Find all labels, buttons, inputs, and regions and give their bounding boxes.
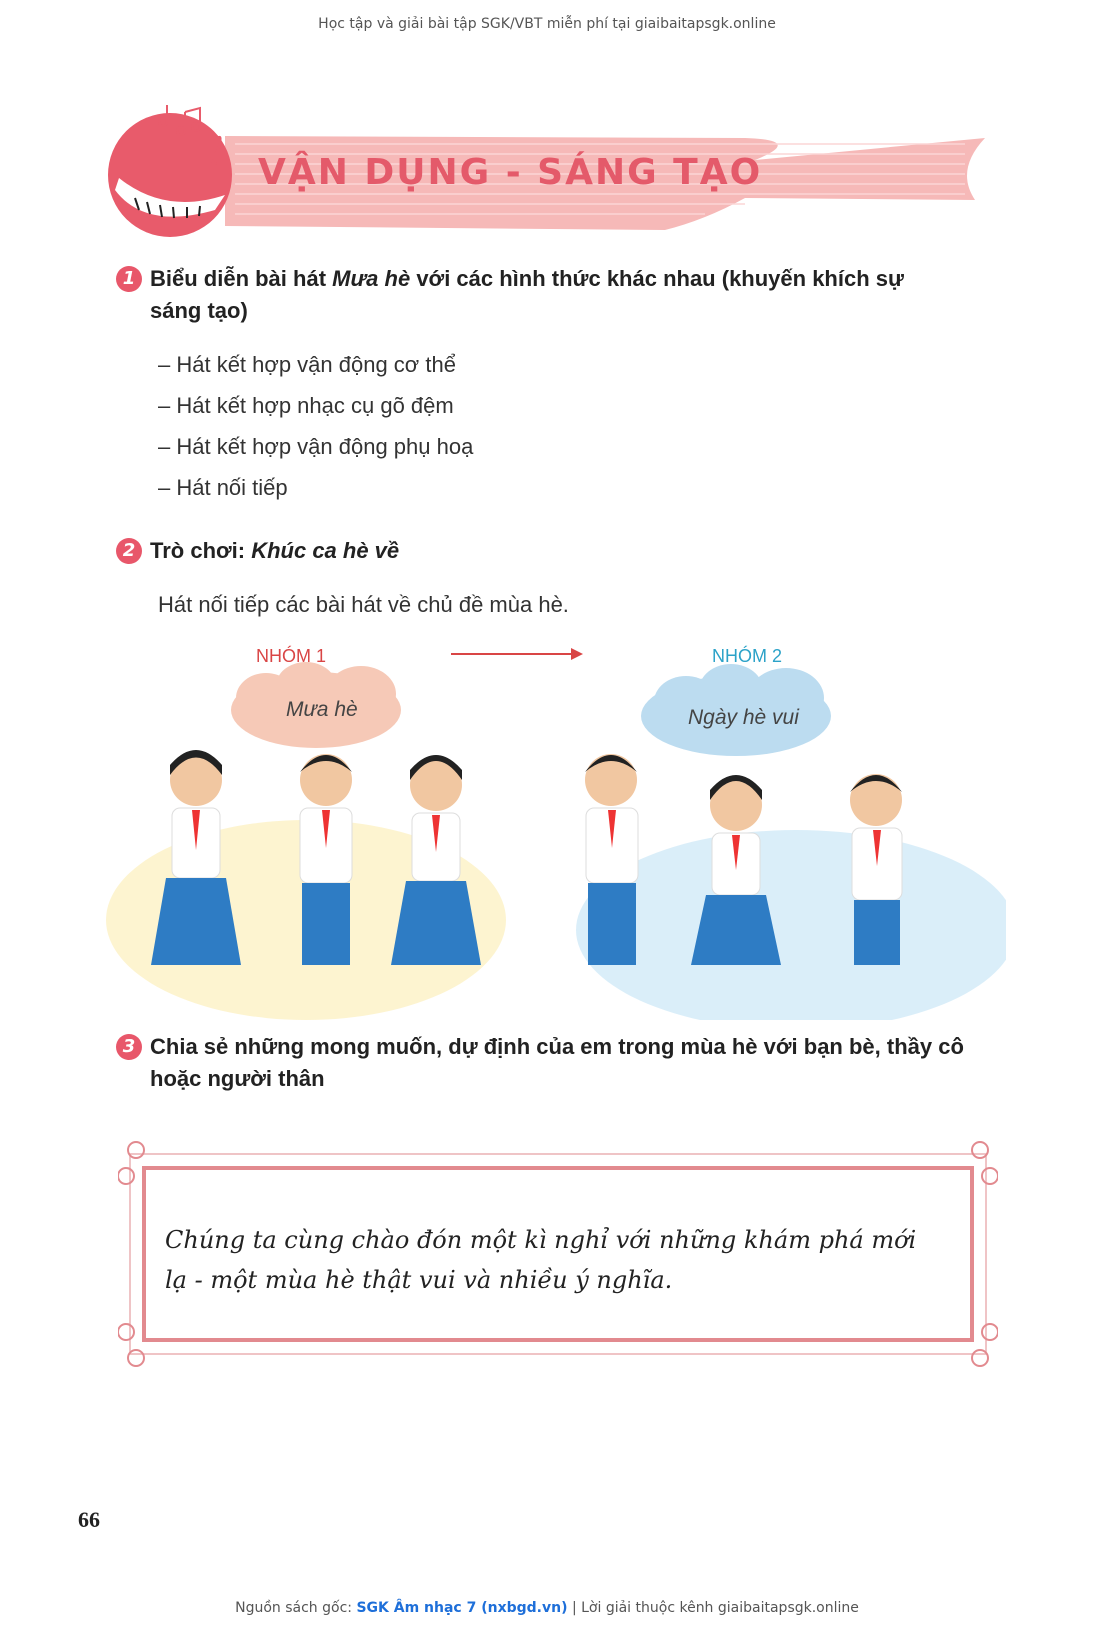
bullet-item: – Hát kết hợp vận động phụ hoạ [158, 434, 474, 459]
group-2-label: NHÓM 2 [712, 646, 783, 666]
child-figure [850, 774, 902, 965]
game-title: Khúc ca hè về [251, 538, 400, 563]
arrow-right-icon [451, 648, 583, 660]
child-figure [585, 754, 638, 965]
music-disc-icon [108, 113, 232, 237]
bullet-item: – Hát nối tiếp [158, 475, 288, 500]
child-figure [300, 754, 352, 965]
frame-message: Chúng ta cùng chào đón một kì nghỉ với những khám phá mới lạ - một mùa hè thật vui và nhiều ý nghĩa. [165, 1226, 917, 1294]
heading-text: Biểu diễn bài hát [150, 266, 333, 291]
section-1-heading [150, 263, 904, 295]
bubble-1-text: Mưa hè [286, 698, 358, 721]
source-link[interactable]: SGK Âm nhạc 7 (nxbgd.vn) [356, 1600, 568, 1616]
bubble-2-text: Ngày hè vui [688, 706, 799, 729]
bullet-item: – Hát kết hợp nhạc cụ gõ đệm [158, 393, 454, 418]
footer-prefix: Nguồn sách gốc: [235, 1600, 357, 1616]
footer [0, 1600, 1094, 1616]
section-3-heading-line2: hoặc người thân [150, 1066, 325, 1091]
section-1-heading-line2: sáng tạo) [150, 298, 248, 323]
group-1-label: NHÓM 1 [256, 646, 327, 666]
section-number-badge: 2 [116, 538, 142, 564]
section-3-heading: Chia sẻ những mong muốn, dự định của em trong mùa hè với bạn bè, thầy cô [150, 1034, 964, 1059]
heading-text: với các hình thức khác nhau (khuyến khích sự [410, 266, 904, 291]
singing-groups-illustration [106, 620, 1006, 1020]
section-number-badge: 1 [116, 266, 142, 292]
section-number-badge: 3 [116, 1034, 142, 1060]
song-title: Mưa hè [332, 266, 411, 291]
section-2-subtext: Hát nối tiếp các bài hát về chủ đề mùa hè. [158, 592, 569, 617]
banner-title: VẬN DỤNG - SÁNG TẠO [258, 152, 763, 193]
header-note: Học tập và giải bài tập SGK/VBT miễn phí tại giaibaitapsgk.online [318, 16, 776, 32]
heading-text: Trò chơi: [150, 538, 252, 563]
footer-suffix: | Lời giải thuộc kênh giaibaitapsgk.online [567, 1600, 859, 1616]
page-number: 66 [78, 1507, 100, 1532]
bullet-item: – Hát kết hợp vận động cơ thể [158, 352, 456, 377]
section-2-heading [150, 535, 399, 567]
